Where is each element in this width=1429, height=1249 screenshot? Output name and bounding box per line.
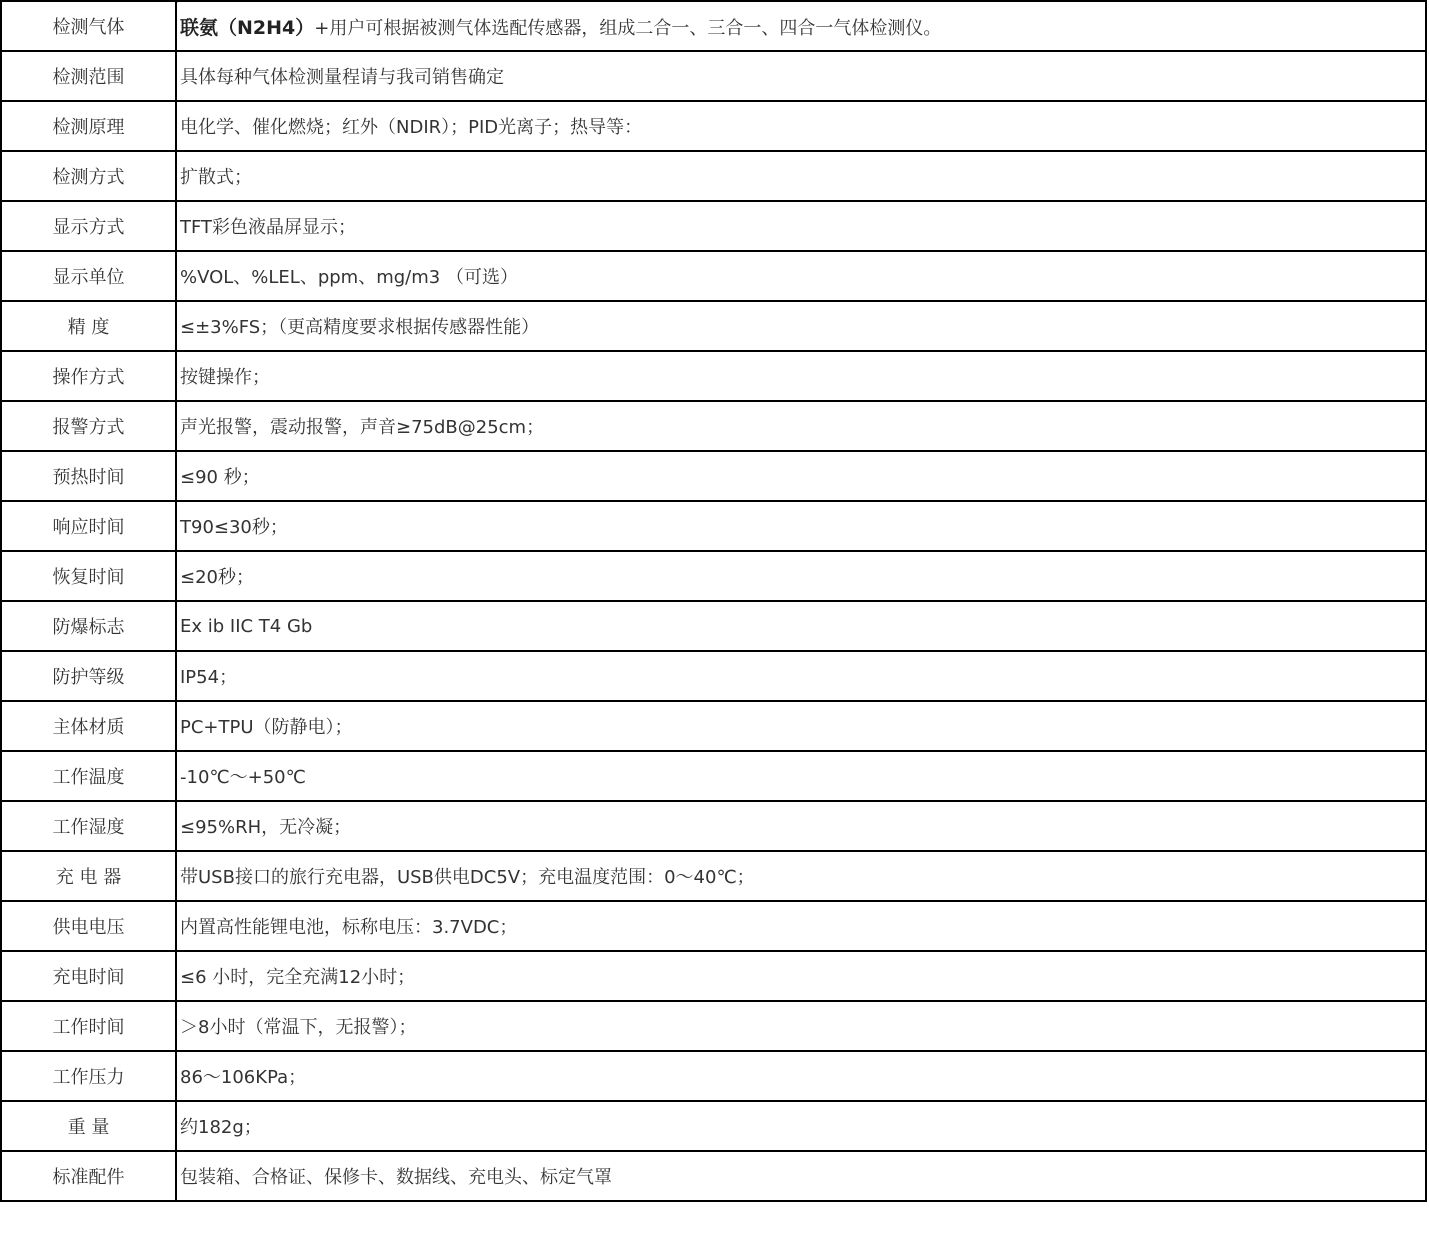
row-value: ＞8小时（常温下，无报警）；: [176, 1001, 1426, 1051]
row-label: 主体材质: [1, 701, 176, 751]
row-value: 带USB接口的旅行充电器，USB供电DC5V；充电温度范围：0～40℃；: [176, 851, 1426, 901]
row-label: 工作时间: [1, 1001, 176, 1051]
row-value: Ex ib IIC T4 Gb: [176, 601, 1426, 651]
row-label: 供电电压: [1, 901, 176, 951]
row-value: 具体每种气体检测量程请与我司销售确定: [176, 51, 1426, 101]
row-label: 工作温度: [1, 751, 176, 801]
table-row: [1, 801, 1426, 851]
table-row: [1, 451, 1426, 501]
row-label: 标准配件: [1, 1151, 176, 1201]
row-value: 86～106KPa；: [176, 1051, 1426, 1101]
row-label: 检测方式: [1, 151, 176, 201]
row-label: 充 电 器: [1, 851, 176, 901]
row-label: 充电时间: [1, 951, 176, 1001]
table-row: [1, 1001, 1426, 1051]
row-value: 声光报警，震动报警，声音≥75dB@25cm；: [176, 401, 1426, 451]
table-row: [1, 551, 1426, 601]
row-label: 防爆标志: [1, 601, 176, 651]
row-label: 工作压力: [1, 1051, 176, 1101]
row-value: ≤±3%FS；（更高精度要求根据传感器性能）: [176, 301, 1426, 351]
row-label: 防护等级: [1, 651, 176, 701]
row-value: TFT彩色液晶屏显示；: [176, 201, 1426, 251]
table-row: [1, 751, 1426, 801]
table-row: [1, 1101, 1426, 1151]
table-row: [1, 1051, 1426, 1101]
table-row: [1, 251, 1426, 301]
row-value-text: +用户可根据被测气体选配传感器，组成二合一、三合一、四合一气体检测仪。: [314, 17, 942, 39]
table-row: [1, 351, 1426, 401]
row-label: 操作方式: [1, 351, 176, 401]
table-row: [1, 101, 1426, 151]
table-row: [1, 951, 1426, 1001]
row-value: [176, 1, 1426, 51]
row-label: 工作湿度: [1, 801, 176, 851]
table-row: [1, 201, 1426, 251]
row-value: PC+TPU（防静电）；: [176, 701, 1426, 751]
row-label: 恢复时间: [1, 551, 176, 601]
table-row: [1, 401, 1426, 451]
table-row: [1, 1, 1426, 51]
table-row: [1, 151, 1426, 201]
row-label: 精 度: [1, 301, 176, 351]
row-label: 重 量: [1, 1101, 176, 1151]
row-label: 响应时间: [1, 501, 176, 551]
row-value: ≤95%RH，无冷凝；: [176, 801, 1426, 851]
row-value: 按键操作；: [176, 351, 1426, 401]
table-row: [1, 601, 1426, 651]
row-value: 包装箱、合格证、保修卡、数据线、充电头、标定气罩: [176, 1151, 1426, 1201]
row-label: 报警方式: [1, 401, 176, 451]
row-value: 内置高性能锂电池，标称电压：3.7VDC；: [176, 901, 1426, 951]
row-value: ≤90 秒；: [176, 451, 1426, 501]
row-value: 电化学、催化燃烧；红外（NDIR）；PID光离子；热导等：: [176, 101, 1426, 151]
spec-table-body: [1, 1, 1426, 1201]
table-row: [1, 651, 1426, 701]
row-label: 预热时间: [1, 451, 176, 501]
row-label: 检测范围: [1, 51, 176, 101]
row-value: IP54；: [176, 651, 1426, 701]
table-row: [1, 501, 1426, 551]
table-row: [1, 851, 1426, 901]
table-row: [1, 51, 1426, 101]
table-row: [1, 301, 1426, 351]
table-row: [1, 1151, 1426, 1201]
gas-name: 联氨（N2H4）: [180, 16, 315, 39]
row-label: 显示方式: [1, 201, 176, 251]
row-value: T90≤30秒；: [176, 501, 1426, 551]
row-label: 检测原理: [1, 101, 176, 151]
table-row: [1, 701, 1426, 751]
row-value: -10℃～+50℃: [176, 751, 1426, 801]
row-value: ≤20秒；: [176, 551, 1426, 601]
row-value: 扩散式；: [176, 151, 1426, 201]
table-row: [1, 901, 1426, 951]
row-value: ≤6 小时，完全充满12小时；: [176, 951, 1426, 1001]
row-value: %VOL、%LEL、ppm、mg/m3 （可选）: [176, 251, 1426, 301]
row-label: 检测气体: [1, 1, 176, 51]
row-value: 约182g；: [176, 1101, 1426, 1151]
row-label: 显示单位: [1, 251, 176, 301]
